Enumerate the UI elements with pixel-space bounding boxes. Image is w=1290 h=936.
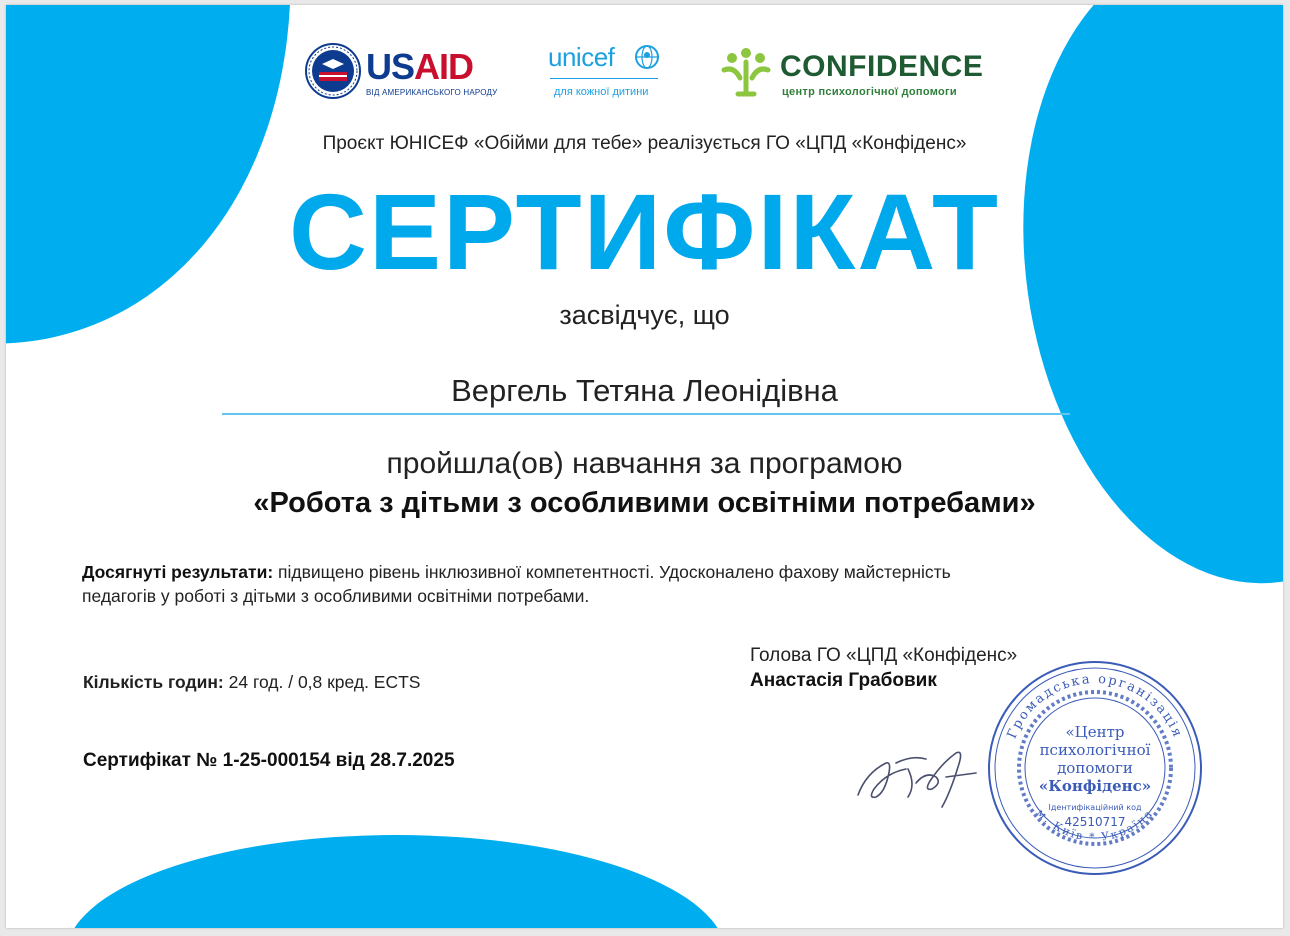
usaid-tagline: ВІД АМЕРИКАНСЬКОГО НАРОДУ [366,88,498,97]
results-text: підвищено рівень інклюзивної компетентності. Удосконалено фахову майстерність педагогів у роботі з дітьми з особливими освітніми потребами. [82,562,951,606]
unicef-globe-icon [634,44,660,70]
recipient-name: Вергель Тетяна Леонідівна [451,373,838,408]
usaid-wordmark: USAID [366,46,474,87]
unicef-logo [546,40,676,106]
certifies-text: засвідчує, що [559,300,730,330]
results-label: Досягнуті результати: [82,562,274,582]
stamp-ring-text: Громадська організація [1004,671,1186,741]
confidence-tagline: центр психологічної допомоги [782,86,957,98]
stamp-line-2: психологічної [1039,741,1151,759]
certificate-title: СЕРТИФІКАТ [289,171,1000,292]
passed-text: пройшла(ов) навчання за програмою [386,447,903,480]
hours-label: Кількість годин: [83,672,224,692]
project-line: Проєкт ЮНІСЕФ «Обійми для тебе» реалізується ГО «ЦПД «Конфіденс» [322,133,967,154]
organization-stamp [984,657,1206,879]
signature-icon [846,733,996,813]
stamp-code-label: Ідентифікаційний код [1048,803,1142,812]
name-underline [222,413,1070,415]
stamp-bottom-text: м. Київ * Україна [1034,806,1156,844]
program-title: «Робота з дітьми з особливими освітніми потребами» [253,487,1036,519]
stamp-line-3: допомоги [1057,759,1133,777]
confidence-sprout-icon [718,44,774,100]
stamp-line-1: «Центр [1065,723,1125,741]
hours-value: 24 год. / 0,8 кред. ECTS [223,672,421,692]
signatory-role: Голова ГО «ЦПД «Конфіденс» [750,645,1018,666]
hours-line [83,672,420,693]
confidence-wordmark: CONFIDENCE [780,50,984,83]
confidence-logo [718,44,1018,104]
certificate-number: Сертифікат № 1-25-000154 від 28.7.2025 [83,750,455,771]
usaid-logo [304,42,504,104]
decor-blob-bottom [66,835,726,928]
stamp-code: 42510717 [1064,815,1126,829]
certificate-page [6,5,1283,928]
unicef-wordmark: unicef [548,42,615,72]
results-paragraph [82,560,1002,608]
signatory-name: Анастасія Грабовик [750,670,937,691]
unicef-divider [550,78,658,79]
usaid-seal-icon [304,42,362,100]
stamp-line-4: «Конфіденс» [1038,777,1152,795]
partner-logos [6,40,1283,110]
unicef-tagline: для кожної дитини [554,86,649,98]
